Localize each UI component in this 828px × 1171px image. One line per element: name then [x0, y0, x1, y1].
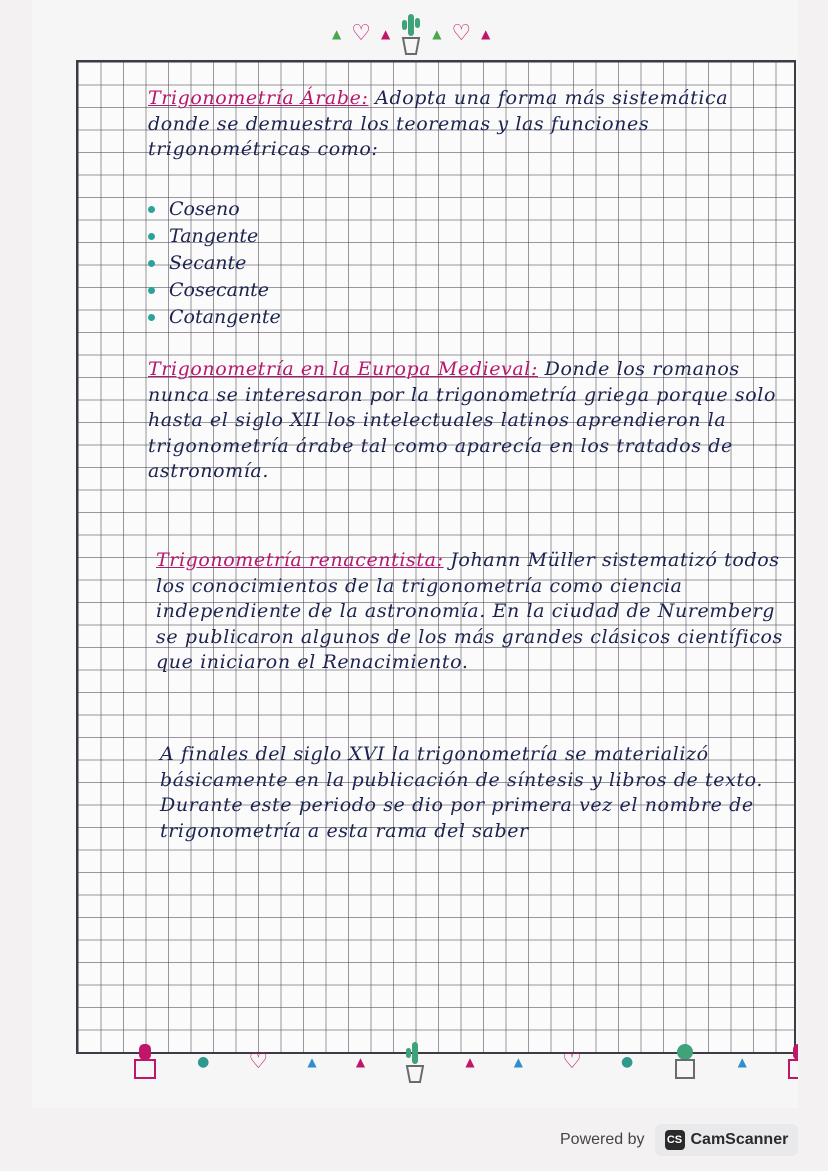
section-heading: Trigonometría renacentista:: [156, 549, 444, 571]
cactus-icon: [404, 1040, 426, 1084]
section-body: Adopta una forma más sistemática donde se demuestra los teoremas y las funciones trigonométricas como:: [148, 87, 729, 160]
triangle-icon: ▲: [332, 27, 342, 41]
section-body: Johann Müller sistematizó todos los conocimientos de la trigonometría como ciencia independiente de la astronomía. En la ciudad de Nuremberg se publicaron algunos de los más grandes clásicos científicos que iniciaron el Renacimiento.: [156, 549, 783, 673]
heart-icon: ♡: [562, 1049, 582, 1074]
camscanner-badge: [655, 1124, 799, 1156]
bullet-icon: [148, 287, 155, 294]
top-decoration: [332, 12, 490, 56]
triangle-icon: ▲: [481, 27, 491, 41]
dot-icon: ●: [621, 1054, 634, 1070]
bullet-icon: [148, 233, 155, 240]
camscanner-logo-icon: CS: [665, 1130, 685, 1150]
heart-icon: ♡: [451, 21, 472, 46]
section-body: Donde los romanos nunca se interesaron por la trigonometría griega porque solo hasta el siglo XII los intelectuales latinos aprendieron la trigonometría árabe tal como aparecía en los tratados de astronomía.: [148, 358, 776, 482]
powered-by-label: Powered by: [560, 1131, 645, 1148]
functions-list: [148, 196, 281, 331]
list-item: Cosecante: [148, 277, 281, 304]
section-body: A finales del siglo XVI la trigonometría se materializó básicamente en la publicación de síntesis y libros de texto. Durante este periodo se dio por primera vez el nombre de trigonometría a esta rama del saber: [160, 743, 764, 842]
cactus-pot-icon: [786, 1042, 798, 1082]
bullet-icon: [148, 206, 155, 213]
section-medieval-europe: [148, 357, 778, 485]
bottom-decoration: [132, 1040, 798, 1084]
list-item: Cotangente: [148, 304, 281, 331]
section-heading: Trigonometría Árabe:: [148, 87, 369, 109]
triangle-icon: ▲: [355, 1055, 366, 1069]
triangle-icon: ▲: [737, 1055, 747, 1069]
bullet-icon: [148, 260, 155, 267]
cactus-icon: [672, 1042, 698, 1082]
dot-icon: ●: [197, 1054, 210, 1070]
scanner-watermark: [560, 1124, 798, 1156]
list-item: Tangente: [148, 223, 281, 250]
section-late-16th-century: [160, 742, 790, 844]
cactus-pot-icon: [132, 1042, 158, 1082]
cactus-icon: [400, 12, 422, 56]
triangle-icon: ▲: [307, 1055, 317, 1069]
triangle-icon: ▲: [432, 27, 442, 41]
bullet-icon: [148, 314, 155, 321]
triangle-icon: ▲: [380, 27, 391, 41]
heart-icon: ♡: [248, 1049, 269, 1074]
brand-name: CamScanner: [690, 1131, 789, 1148]
section-heading: Trigonometría en la Europa Medieval:: [148, 358, 538, 380]
triangle-icon: ▲: [513, 1055, 523, 1069]
list-item: Coseno: [148, 196, 281, 223]
heart-icon: ♡: [351, 21, 371, 46]
section-renaissance: [156, 548, 786, 676]
section-arabic-trigonometry: [148, 86, 778, 163]
list-item: Secante: [148, 250, 281, 277]
triangle-icon: ▲: [465, 1055, 475, 1069]
